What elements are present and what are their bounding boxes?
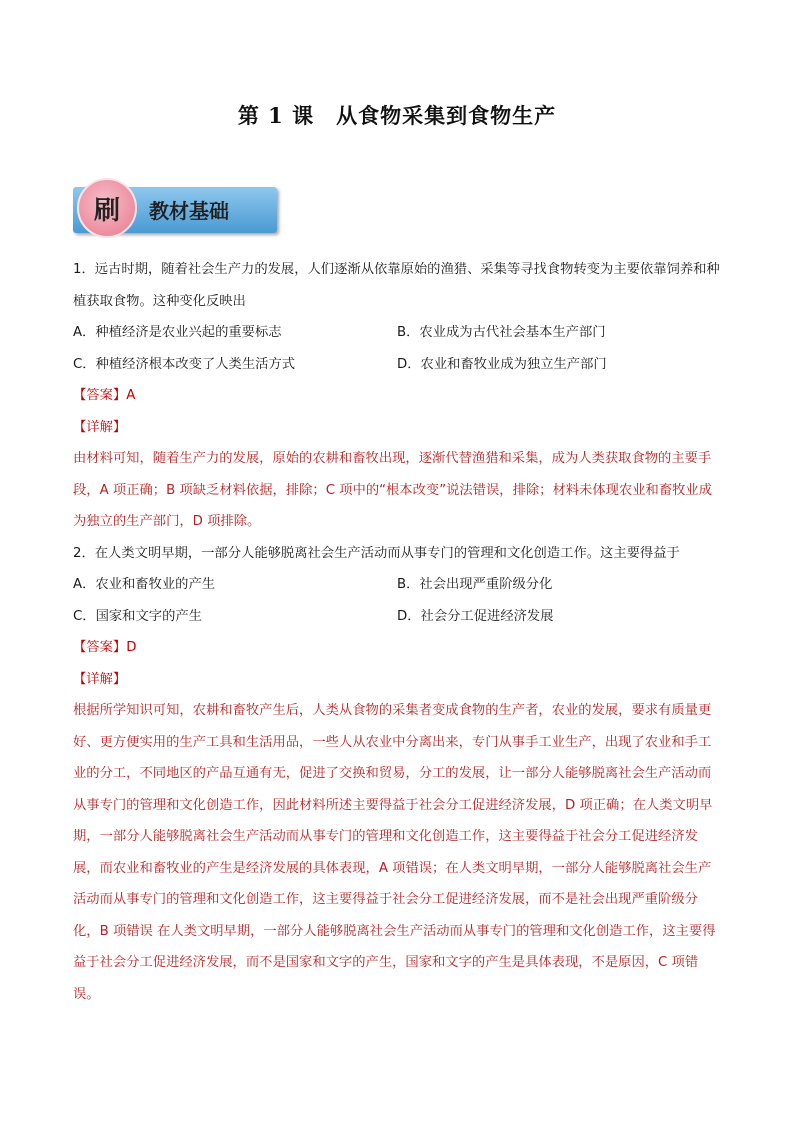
option-d: D．社会分工促进经济发展 — [397, 608, 554, 624]
answer-value: A — [126, 388, 136, 403]
option-b: B．农业成为古代社会基本生产部门 — [397, 325, 606, 340]
question-stem: 2．在人类文明早期，一部分人能够脱离社会生产活动而从事专门的管理和文化创造工作。这主要得益于 — [73, 545, 680, 561]
question-list — [73, 254, 721, 1010]
answer-line — [73, 380, 721, 412]
banner-label: 教材基础 — [149, 199, 229, 223]
option-c: C．国家和文字的产生 — [73, 608, 202, 624]
answer-line — [73, 632, 721, 664]
detail-text: 由材料可知，随着生产力的发展，原始的农耕和畜牧出现，逐渐代替渔猎和采集，成为人类获取食物的主要手段，A 项正确；B 项缺乏材料依据，排除；C 项中的“根本改变”说法错误，排除；材料未体现农业和畜牧业成为独立的生产部门，D 项排除。 — [73, 451, 713, 529]
question-1 — [73, 254, 721, 538]
answer-value: D — [126, 640, 137, 655]
page-title — [0, 100, 794, 130]
lesson-number: 第 1 课 — [237, 103, 315, 128]
answer-label: 【答案】 — [73, 640, 127, 655]
detail-label: 【详解】 — [73, 419, 127, 435]
question-stem: 1．远古时期，随着社会生产力的发展，人们逐渐从依靠原始的渔猎、采集等寻找食物转变为主要依靠饲养和种植获取食物。这种变化反映出 — [73, 262, 720, 309]
answer-label: 【答案】 — [73, 388, 127, 403]
banner-badge: 刷 — [77, 178, 137, 238]
option-d: D．农业和畜牧业成为独立生产部门 — [397, 356, 607, 372]
detail-heading — [73, 664, 721, 696]
question-2 — [73, 538, 721, 1011]
option-list — [73, 317, 721, 380]
lesson-name: 从食物采集到食物生产 — [336, 103, 557, 128]
detail-heading — [73, 412, 721, 444]
option-list — [73, 569, 721, 632]
section-banner — [73, 178, 279, 236]
option-c: C．种植经济根本改变了人类生活方式 — [73, 356, 296, 372]
detail-text: 根据所学知识可知，农耕和畜牧产生后，人类从食物的采集者变成食物的生产者，农业的发展，要求有质量更好、更方便实用的生产工具和生活用品，一些人从农业中分离出来，专门从事手工业生产，出现了农业和手工业的分工，不同地区的产品互通有无，促进了交换和贸易，分工的发展，让一部分人能够脱离社会生产活动而从事专门的管理和文化创造工作，因此材料所述主要得益于社会分工促进经济发展，D 项正确；在人类文明早期，一部分人能够脱离社会生产活动而从事专门的管理和文化创造工作，这主要得益于社会分工促进经济发展，而农业和畜牧业的产生是经济发展的具体表现，A 项错误；在人类文明早期，一部分人能够脱离社会生产活动而从事专门的管理和文化创造工作，这主要得益于社会分工促进经济发展，而不是社会出现严重阶级分化，B 项错误 在人类文明早期，一部分人能够脱离社会生产活动而从事专门的管理和文化创造工作，这主要得益于社会分工促进经济发展，而不是国家和文字的产生，国家和文字的产生是具体表现，不是原因，C 项错误。 — [73, 703, 716, 1002]
option-a: A．种植经济是农业兴起的重要标志 — [73, 325, 282, 340]
detail-label: 【详解】 — [73, 671, 127, 687]
option-a: A．农业和畜牧业的产生 — [73, 577, 216, 592]
option-b: B．社会出现严重阶级分化 — [397, 577, 553, 592]
